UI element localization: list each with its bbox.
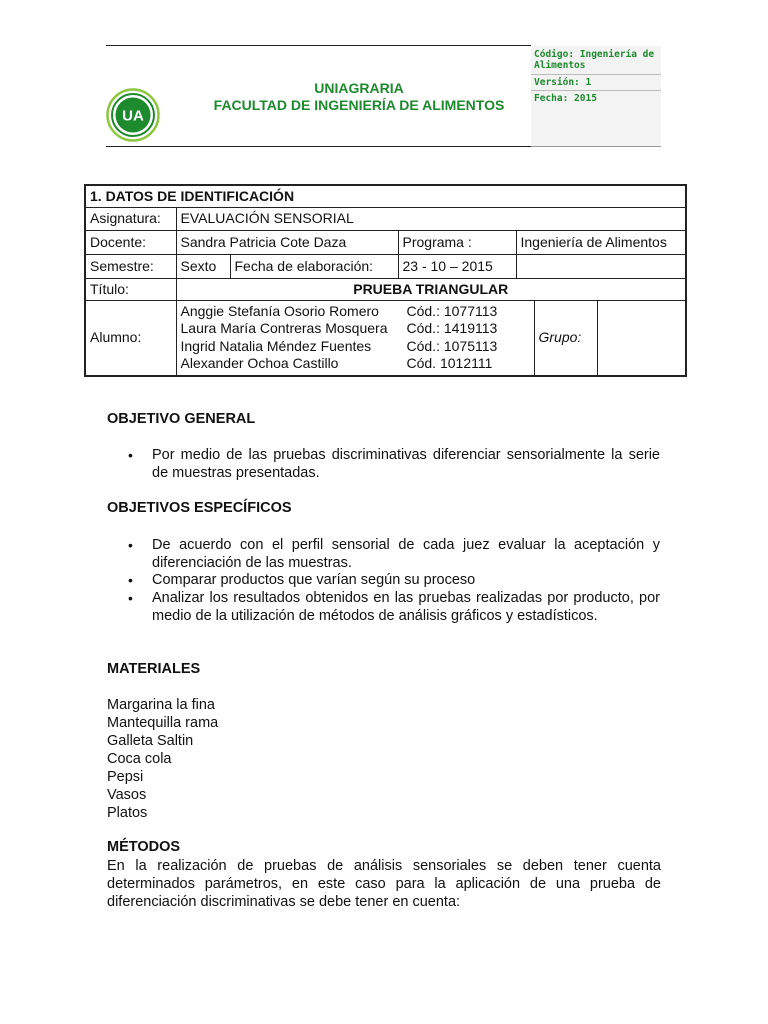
student-row: Anggie Stefanía Osorio Romero Cód.: 1077113	[180, 302, 498, 319]
material-item: Platos	[107, 805, 148, 821]
title-value: PRUEBA TRIANGULAR	[176, 278, 686, 300]
teacher-label: Docente:	[85, 230, 176, 254]
materials-heading: MATERIALES	[107, 661, 201, 677]
group-value	[597, 300, 686, 376]
header-bottom-rule	[106, 146, 531, 147]
code-box-bottom-rule	[531, 146, 661, 147]
program-label: Programa :	[398, 230, 516, 254]
date-label: Fecha de elaboración:	[230, 254, 398, 278]
material-item: Pepsi	[107, 769, 144, 785]
header-top-rule	[106, 45, 531, 46]
objective-specific-item: Analizar los resultados obtenidos en las pruebas realizadas por producto, por medio de la utilización de métodos de análisis gráficos y estadísticos.	[152, 590, 660, 624]
methods-paragraph: En la realización de pruebas de análisis sensoriales se deben tener cuenta determinados parámetros, en este caso para la aplicación de una prueba de diferenciación discriminativas se debe tener en cuenta:	[107, 858, 661, 910]
material-item: Coca cola	[107, 751, 172, 767]
teacher-value: Sandra Patricia Cote Daza	[176, 230, 398, 254]
document-version: Versión: 1	[534, 77, 592, 88]
title-label: Título:	[85, 278, 176, 300]
uniagraria-logo-icon	[106, 88, 160, 142]
semester-value: Sexto	[176, 254, 230, 278]
material-item: Galleta Saltin	[107, 733, 194, 749]
group-label: Grupo:	[534, 300, 597, 376]
document-code: Código: Ingeniería de Alimentos	[534, 49, 655, 71]
objective-specific-item: De acuerdo con el perfil sensorial de cada juez evaluar la aceptación y diferenciación de las muestras.	[152, 537, 660, 571]
institution-name: UNIAGRARIA	[314, 80, 404, 96]
bullet-icon: •	[128, 447, 133, 463]
section-title: 1. DATOS DE IDENTIFICACIÓN	[85, 185, 686, 207]
student-label: Alumno:	[85, 300, 176, 376]
code-separator	[531, 74, 661, 75]
semester-label: Semestre:	[85, 254, 176, 278]
material-item: Margarina la fina	[107, 697, 215, 713]
faculty-name: FACULTAD DE INGENIERÍA DE ALIMENTOS	[213, 97, 505, 113]
objective-general-heading: OBJETIVO GENERAL	[107, 411, 256, 427]
bullet-icon: •	[128, 590, 133, 606]
student-row: Laura María Contreras Mosquera Cód.: 1419113	[180, 320, 498, 337]
bullet-icon: •	[128, 572, 133, 588]
document-date: Fecha: 2015	[534, 93, 597, 104]
objectives-specific-heading: OBJETIVOS ESPECÍFICOS	[107, 500, 292, 516]
subject-value: EVALUACIÓN SENSORIAL	[176, 207, 686, 230]
subject-label: Asignatura:	[85, 207, 176, 230]
date-value: 23 - 10 – 2015	[398, 254, 516, 278]
material-item: Vasos	[107, 787, 147, 803]
program-value: Ingeniería de Alimentos	[516, 230, 686, 254]
student-row: Alexander Ochoa Castillo Cód. 1012111	[180, 355, 493, 372]
objective-specific-item: Comparar productos que varían según su proceso	[152, 572, 476, 588]
students-list	[176, 300, 534, 376]
methods-heading: MÉTODOS	[107, 839, 181, 855]
objective-general-item: Por medio de las pruebas discriminativas diferenciar sensorialmente la serie de muestras presentadas.	[152, 447, 660, 481]
empty-cell	[516, 254, 686, 278]
identification-table	[84, 184, 687, 377]
material-item: Mantequilla rama	[107, 715, 219, 731]
logo-text: UA	[122, 107, 144, 125]
version-separator	[531, 90, 661, 91]
bullet-icon: •	[128, 537, 133, 553]
student-row: Ingrid Natalia Méndez Fuentes Cód.: 1075113	[180, 337, 498, 354]
